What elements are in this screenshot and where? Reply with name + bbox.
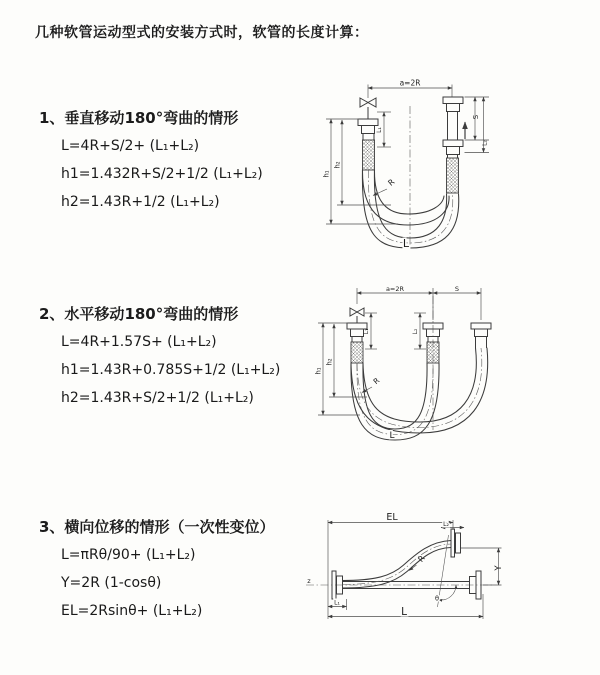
moved-end-flange [451, 529, 461, 557]
valve-icon [350, 308, 364, 323]
radius-label: R [416, 553, 427, 564]
diagram-horizontal-180-bend [310, 283, 595, 445]
dimension-l1 [376, 112, 391, 147]
dim-label-s: S [454, 285, 460, 293]
dim-label-y: Y [494, 565, 504, 571]
dimension-s [465, 97, 490, 140]
middle-pipe-fitting [423, 323, 443, 363]
angle-label: θ [435, 594, 439, 603]
hose-u-bend [362, 170, 458, 248]
formula-el: EL=2Rsinθ+ (L₁+L₂) [61, 603, 203, 619]
radius-label: R [386, 177, 397, 188]
dim-label-h1: h₁ [314, 367, 323, 375]
right-pipe-fitting [471, 323, 491, 348]
formula-h1: h1=1.43R+0.785S+1/2 (L₁+L₂) [61, 362, 281, 378]
section-3 [39, 516, 339, 636]
dim-label-h2: h₂ [333, 161, 342, 169]
formula-length: L=4R+1.57S+ (L₁+L₂) [61, 334, 217, 350]
dim-label-l2: L₂ [412, 328, 419, 335]
dim-label-s: S [471, 114, 480, 120]
section-3-heading: 3、横向位移的情形（一次性变位） [39, 518, 275, 536]
dim-label-l1: L₁ [334, 599, 340, 607]
dimension-s [433, 285, 481, 293]
radius-label: R [371, 375, 382, 387]
section-1-heading: 1、垂直移动180°弯曲的情形 [39, 109, 239, 127]
dimension-y [461, 548, 504, 585]
dimension-h1 [323, 119, 399, 224]
dimension-l2 [465, 97, 490, 153]
dim-label-l1: L₁ [376, 127, 383, 133]
formula-h1: h1=1.432R+S/2+1/2 (L₁+L₂) [61, 166, 263, 182]
radius-callout [373, 177, 397, 195]
dim-label-h2: h₂ [325, 358, 334, 366]
page-title: 几种软管运动型式的安装方式时，软管的长度计算： [35, 25, 369, 41]
dim-label-l1: L₁ [363, 328, 370, 335]
dimension-a2r [357, 285, 481, 320]
length-label: L [389, 431, 395, 441]
dimension-l2 [412, 313, 426, 349]
dim-label-a2r: a=2R [385, 285, 405, 293]
dim-label-el: EL [386, 512, 398, 523]
dim-label-h1: h₁ [322, 170, 331, 178]
right-pipe-fitting [443, 97, 465, 193]
length-label: L [402, 237, 410, 250]
dimension-l2 [441, 521, 464, 528]
dimension-a2r [368, 79, 452, 99]
formula-length: L=πRθ/90+ (L₁+L₂) [61, 547, 196, 563]
left-pipe-fitting [358, 119, 378, 170]
formula-y: Y=2R (1-cosθ) [61, 575, 162, 591]
section-2 [39, 303, 339, 423]
datum-label: z [307, 577, 311, 585]
hose-u-bend-moved [351, 348, 488, 433]
dimension-l1 [363, 313, 377, 349]
formula-h2: h2=1.43R+S/2+1/2 (L₁+L₂) [61, 390, 254, 406]
formula-length: L=4R+S/2+ (L₁+L₂) [61, 138, 200, 154]
hose-s-curve-moved [343, 541, 452, 589]
formula-h2: h2=1.43R+1/2 (L₁+L₂) [61, 194, 220, 210]
valve-icon [360, 98, 376, 119]
section-1 [39, 107, 339, 227]
dimension-l1 [328, 599, 347, 610]
diagram-vertical-180-bend [315, 72, 590, 252]
length-label: L [401, 606, 407, 618]
dimension-l [328, 594, 483, 619]
dim-label-l2: L₂ [443, 521, 449, 528]
dim-label-l2: L₂ [481, 140, 489, 146]
dim-label-a2r: a=2R [399, 78, 421, 88]
section-2-heading: 2、水平移动180°弯曲的情形 [39, 305, 239, 323]
diagram-lateral-displacement [300, 512, 600, 627]
